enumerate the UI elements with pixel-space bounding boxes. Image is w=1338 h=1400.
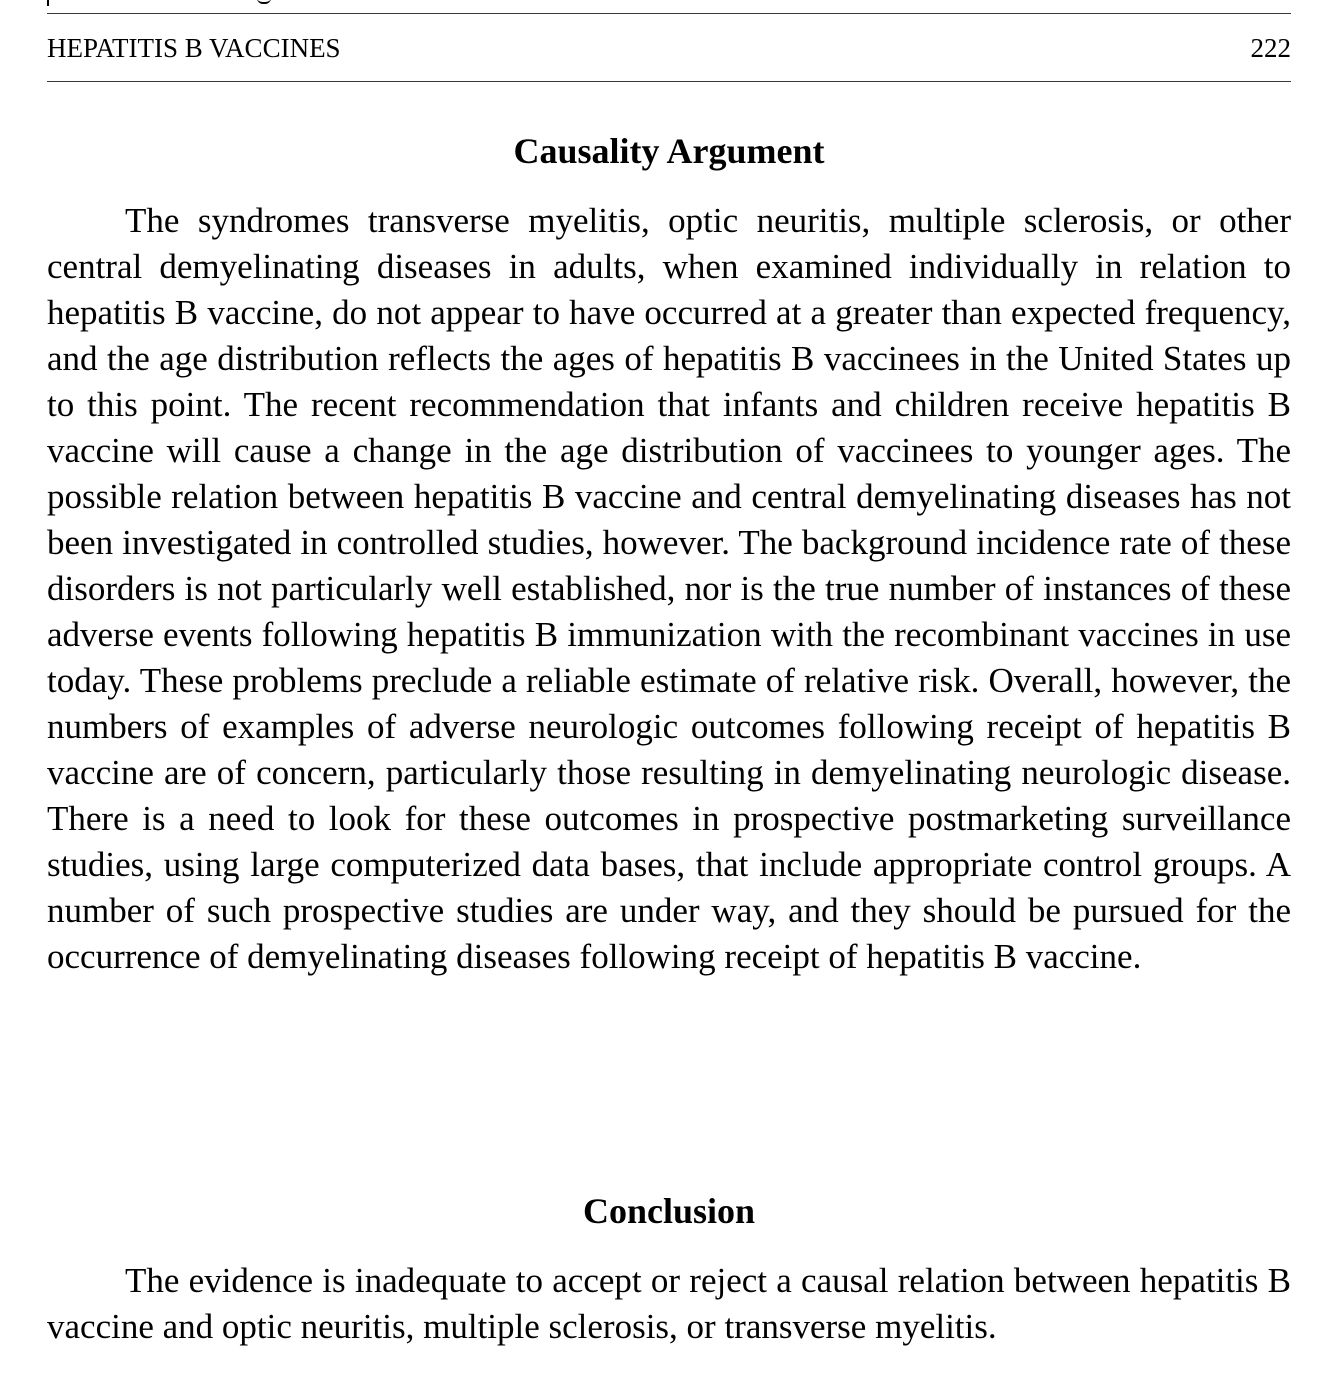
previous-page-fragment [47, 0, 287, 6]
section-paragraph-causality-argument: The syndromes transverse myelitis, optic neuritis, multiple sclerosis, or other central demyelinating diseases in adults, when examined individually in relation to hepatitis B vaccine, do not appear to have occurred at a greater than expected frequency, and the age distribution reflects the ages of hepatitis B vaccinees in the United States up to this point. The recent recommendation that infants and children receive hepatitis B vaccine will cause a change in the age distribution of vaccinees to younger ages. The possible relation between hepatitis B vaccine and central demyelinating diseases has not been investigated in controlled studies, however. The background incidence rate of these disorders is not particularly well established, nor is the true number of instances of these adverse events following hepatitis B immunization with the recombinant vaccines in use today. These problems preclude a reliable estimate of relative risk. Overall, however, the numbers of examples of adverse neurologic outcomes following receipt of hepatitis B vaccine are of concern, particularly those resulting in demyelinating neurologic disease. There is a need to look for these outcomes in prospective postmarketing surveillance studies, using large computerized data bases, that include appropriate control groups. A number of such prospective studies are under way, and they should be pursued for the occurrence of demyelinating diseases following receipt of hepatitis B vaccine. [47, 201, 1291, 976]
document-page [47, 0, 1291, 1400]
header-top-rule [47, 13, 1291, 14]
header-bottom-rule [47, 81, 1291, 82]
text-fragment-mark [47, 0, 49, 6]
page-number: 222 [1250, 33, 1291, 63]
running-title: HEPATITIS B VACCINES [47, 33, 341, 63]
section-paragraph-conclusion: The evidence is inadequate to accept or reject a causal relation between hepatitis B vaccine and optic neuritis, multiple sclerosis, or transverse myelitis. [47, 1261, 1291, 1346]
running-header [47, 28, 1291, 68]
section-heading-conclusion: Conclusion [582, 1191, 756, 1231]
text-fragment-mark [257, 0, 271, 4]
section-heading-causality-argument: Causality Argument [513, 131, 825, 171]
